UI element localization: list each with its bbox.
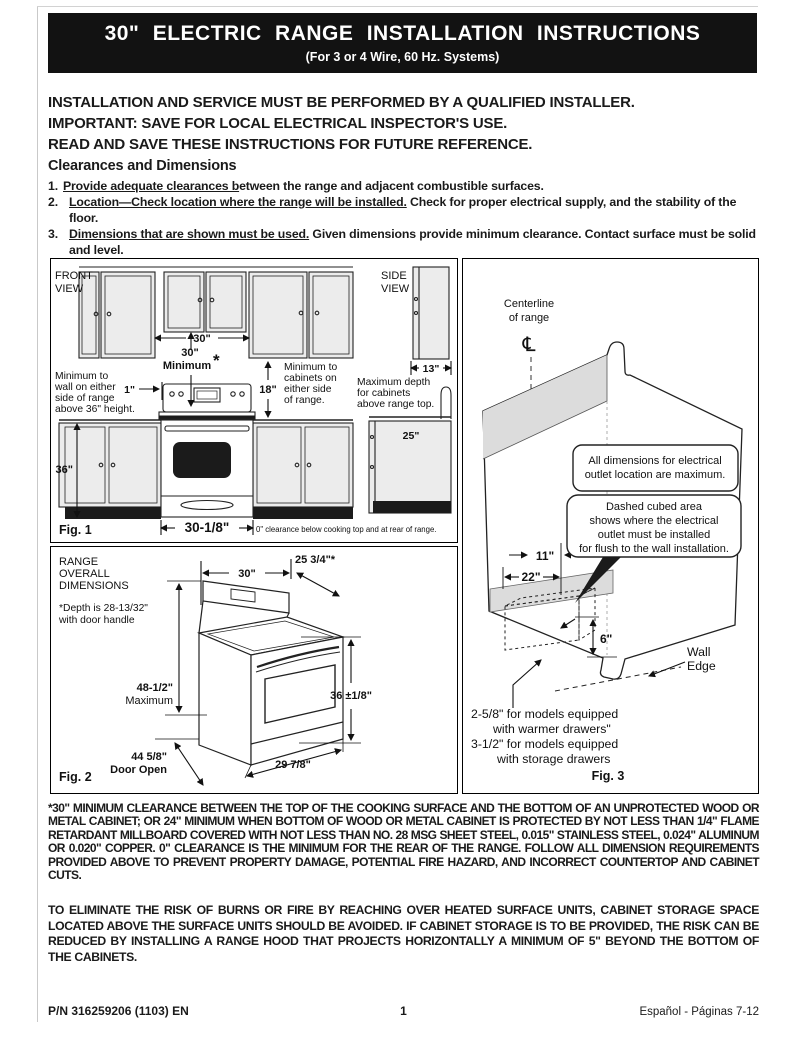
centerline-label: Centerline <box>503 298 555 310</box>
drawer-models-note: with storage drawers <box>497 752 611 766</box>
dashed-area-callout: Dashed cubed area <box>605 501 703 513</box>
scan-edge-left <box>37 6 38 1022</box>
dim-36: 36" <box>55 464 73 476</box>
list-item-underlined: Location—Check location where the range will be installed. <box>69 195 407 209</box>
zero-clearance-note: 0" clearance below cooking top and at rear of range. <box>256 525 437 534</box>
cabinet-clearance-note: of range. <box>284 395 325 406</box>
centerline-label: of range <box>508 312 550 324</box>
dim-11: 11" <box>535 549 555 563</box>
cabinet-clearance-note: cabinets on <box>284 373 337 384</box>
notice-line: INSTALLATION AND SERVICE MUST BE PERFORMED BY A QUALIFIED INSTALLER. <box>48 94 635 111</box>
dim-door-open: 44 5/8" <box>131 751 167 763</box>
list-number: 3. <box>48 227 58 241</box>
dim-13: 13" <box>422 363 440 375</box>
cabinet-clearance-note: either side <box>284 384 332 395</box>
asterisk: * <box>213 351 220 370</box>
wall-clearance-note: wall on either <box>55 382 116 393</box>
spanish-reference: Español - Páginas 7-12 <box>639 1006 759 1018</box>
installer-notice <box>48 92 759 155</box>
dim-25: 25" <box>402 430 420 442</box>
page-title: 30" ELECTRIC RANGE INSTALLATION INSTRUCTIONS <box>104 22 701 45</box>
dim-counter-height: 36 ±1/8" <box>330 690 372 702</box>
dim-30-gap: 30" <box>193 333 211 345</box>
dashed-area-callout: outlet must be installed <box>597 529 711 541</box>
range-dims-title: DIMENSIONS <box>59 580 129 592</box>
dim-30-min: 30" <box>181 347 199 359</box>
dim-door-open-label: Door Open <box>110 764 167 776</box>
notice-line: IMPORTANT: SAVE FOR LOCAL ELECTRICAL INSPECTOR'S USE. <box>48 115 508 132</box>
dim-30-min-label: Minimum <box>162 360 212 372</box>
dim-depth: 25 3/4"* <box>295 554 336 566</box>
outlet-max-callout: All dimensions for electrical <box>588 455 722 467</box>
cabinet-depth-note: Maximum depth <box>357 377 431 388</box>
part-number: P/N 316259206 (1103) EN <box>48 1004 189 1018</box>
page-footer <box>48 1004 759 1018</box>
list-item <box>48 178 760 194</box>
figure-2-overall-dimensions <box>50 546 458 794</box>
drawer-models-note: 2-5/8" for models equipped <box>471 707 619 721</box>
range-dims-title: RANGE <box>59 556 99 568</box>
figure-3-outlet-location <box>462 258 759 794</box>
dim-body-depth: 29 7/8" <box>275 759 311 771</box>
door-handle-depth-note: with door handle <box>59 615 135 626</box>
dim-range-width: 30-1/8" <box>184 520 230 535</box>
figure-label: Fig. 3 <box>591 769 625 783</box>
dim-18: 18" <box>259 384 277 396</box>
wall-edge-label: Wall <box>687 645 711 659</box>
page-number: 1 <box>400 1004 407 1018</box>
notice-line: READ AND SAVE THESE INSTRUCTIONS FOR FUTURE REFERENCE. <box>48 136 533 153</box>
range-dims-title: OVERALL <box>59 568 110 580</box>
centerline-symbol-icon: ℄ <box>522 334 536 356</box>
burn-warning: TO ELIMINATE THE RISK OF BURNS OR FIRE BY REACHING OVER HEATED SURFACE UNITS, CABINET STORAGE SPACE LOCATED ABOVE THE SURFACE UNITS SHOULD BE AVOIDED. IF CABINET STORAGE IS TO BE PROVIDED, THE RISK CAN BE REDUCED BY INSTALLING A RANGE HOOD THAT PROJECTS HORIZONTALLY A MINIMUM OF 5" BEYOND THE BOTTOM OF THE CABINETS. <box>48 903 759 964</box>
side-view-label: VIEW <box>381 283 410 295</box>
dim-height: 48-1/2" <box>136 682 173 694</box>
drawer-models-note: 3-1/2" for models equipped <box>471 737 619 751</box>
list-item <box>48 194 760 226</box>
list-item-text: Check for proper electrical supply, and the stability of the floor. <box>69 195 737 225</box>
side-view-label: SIDE <box>381 270 407 282</box>
dim-6: 6" <box>600 632 613 646</box>
figure-1-clearance-diagram <box>50 258 458 543</box>
wall-edge-label: Edge <box>687 659 716 673</box>
section-heading: Clearances and Dimensions <box>48 158 237 174</box>
wall-clearance-note: above 36" height. <box>55 404 135 415</box>
figure-label: Fig. 1 <box>59 523 92 537</box>
dim-1in: 1" <box>124 384 135 396</box>
page-subtitle: (For 3 or 4 Wire, 60 Hz. Systems) <box>305 50 500 64</box>
dashed-area-callout: shows where the electrical <box>589 515 719 527</box>
fig1-diagram <box>51 259 453 538</box>
list-item <box>48 226 760 258</box>
cabinet-depth-note: for cabinets <box>357 388 411 399</box>
drawer-models-note: with warmer drawers" <box>493 722 611 736</box>
clearance-footnote: *30" MINIMUM CLEARANCE BETWEEN THE TOP OF THE COOKING SURFACE AND THE BOTTOM OF AN UNPROTECTED WOOD OR METAL CABINET; OR 24" MINIMUM WHEN BOTTOM OF WOOD OR METAL CABINET IS PROTECTED BY NOT LESS THAN 1/4" FLAME RETARDANT MILLBOARD COVERED WITH NOT LESS THAN NO. 28 MSG SHEET STEEL, 0.015" STAINLESS STEEL, 0.024" ALUMINUM OR 0.020" COPPER. 0" CLEARANCE IS THE MINIMUM FOR THE REAR OF THE RANGE. FOLLOW ALL DIMENSION REQUIREMENTS PROVIDED ABOVE TO PREVENT PROPERTY DAMAGE, POTENTIAL FIRE HAZARD, AND INCORRECT COUNTERTOP AND CABINET CUTS. <box>48 801 759 883</box>
cabinet-clearance-note: Minimum to <box>284 362 338 373</box>
front-view-label: FRONT <box>55 270 93 282</box>
wall-clearance-note: Minimum to <box>55 371 109 382</box>
list-item-underlined: Dimensions that are shown must be used. <box>69 227 310 241</box>
door-handle-depth-note: *Depth is 28-13/32" <box>59 603 148 614</box>
figure-label: Fig. 2 <box>59 770 92 784</box>
fig2-range-drawing <box>199 581 343 765</box>
dim-height-maximum: Maximum <box>125 695 173 707</box>
title-banner <box>48 13 757 73</box>
wall-clearance-note: side of range <box>55 393 115 404</box>
outlet-max-callout: outlet location are maximum. <box>584 469 726 481</box>
fig3-diagram <box>463 259 754 789</box>
clearances-list <box>48 178 760 258</box>
list-item-underlined: Provide adequate clearances b <box>63 179 240 193</box>
dashed-area-callout: for flush to the wall installation. <box>579 543 729 555</box>
fig2-diagram <box>51 547 453 789</box>
list-number: 2. <box>48 195 58 209</box>
cabinet-depth-note: above range top. <box>357 399 435 410</box>
list-item-text: Given dimensions provide minimum clearance. Contact surface must be solid and level. <box>69 227 756 257</box>
dim-22: 22" <box>521 570 541 584</box>
list-number: 1. <box>48 179 58 193</box>
scan-edge-top <box>37 6 758 7</box>
dim-30-width: 30" <box>238 568 256 580</box>
list-item-text: etween the range and adjacent combustible surfaces. <box>239 179 544 193</box>
front-view-label: VIEW <box>55 283 84 295</box>
